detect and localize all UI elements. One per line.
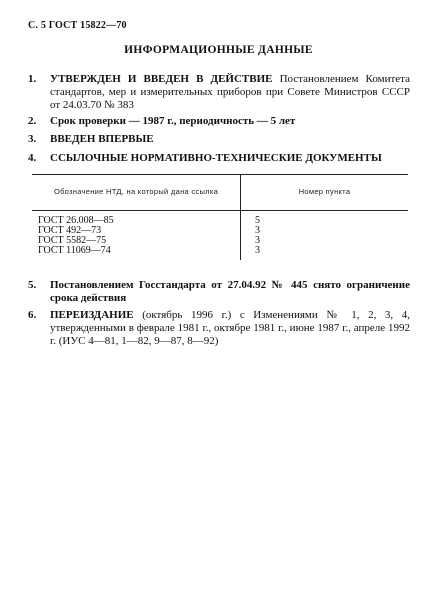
table-cell-clause: 3 (255, 235, 260, 246)
item-text: Постановлением Комитета стандартов, мер и измерительных приборов при Совете Министров СССР от 24.03.70 № 383 (50, 73, 410, 111)
item-text: ССЫЛОЧНЫЕ НОРМАТИВНО-ТЕХНИЧЕСКИЕ ДОКУМЕНТЫ (50, 152, 382, 164)
table-cell-clause: 3 (255, 245, 260, 256)
item-text: (октябрь 1996 г.) с Изменениями № 1, 2, 3, 4, утвержденными в феврале 1981 г., октябре 1981 г., июне 1987 г., апреле 1992 г. (ИУС 4—81, 1—82, 9—87, 8—92) (50, 309, 410, 347)
item-number: 5. (28, 279, 37, 291)
info-item-5 (28, 279, 410, 305)
info-item-2 (28, 115, 410, 128)
item-number: 3. (28, 133, 37, 145)
table-cell-clause: 5 (255, 215, 260, 226)
item-lead: ПЕРЕИЗДАНИЕ (50, 309, 134, 321)
item-text: ВВЕДЕН ВПЕРВЫЕ (50, 133, 154, 145)
table-cell-document: ГОСТ 5582—75 (32, 236, 241, 246)
running-head: С. 5 ГОСТ 15822—70 (28, 20, 127, 31)
info-item-3 (28, 133, 410, 146)
info-item-4 (28, 152, 410, 165)
table-row (32, 211, 408, 227)
item-number: 4. (28, 152, 37, 164)
table-row (32, 246, 408, 260)
item-lead: УТВЕРЖДЕН И ВВЕДЕН В ДЕЙСТВИЕ (50, 73, 273, 85)
table-cell-document: ГОСТ 11069—74 (32, 246, 241, 260)
item-text: Постановлением Госстандарта от 27.04.92 № 445 снято ограничение срока действия (50, 279, 410, 304)
column-header-document: Обозначение НТД, на который дана ссылка (32, 175, 241, 211)
item-text: Срок проверки — 1987 г., периодичность — 5 лет (50, 115, 296, 127)
table-header-row (32, 175, 408, 211)
info-item-1 (28, 73, 410, 112)
section-title: ИНФОРМАЦИОННЫЕ ДАННЫЕ (124, 44, 313, 56)
info-item-6 (28, 309, 410, 348)
item-number: 6. (28, 309, 37, 321)
column-header-clause: Номер пункта (241, 175, 409, 211)
table-cell-document: ГОСТ 26.008—85 (32, 211, 241, 227)
reference-documents-table (32, 174, 408, 260)
table-cell-document: ГОСТ 492—73 (32, 226, 241, 236)
item-number: 1. (28, 73, 37, 85)
table-cell-clause: 3 (255, 225, 260, 236)
item-number: 2. (28, 115, 37, 127)
